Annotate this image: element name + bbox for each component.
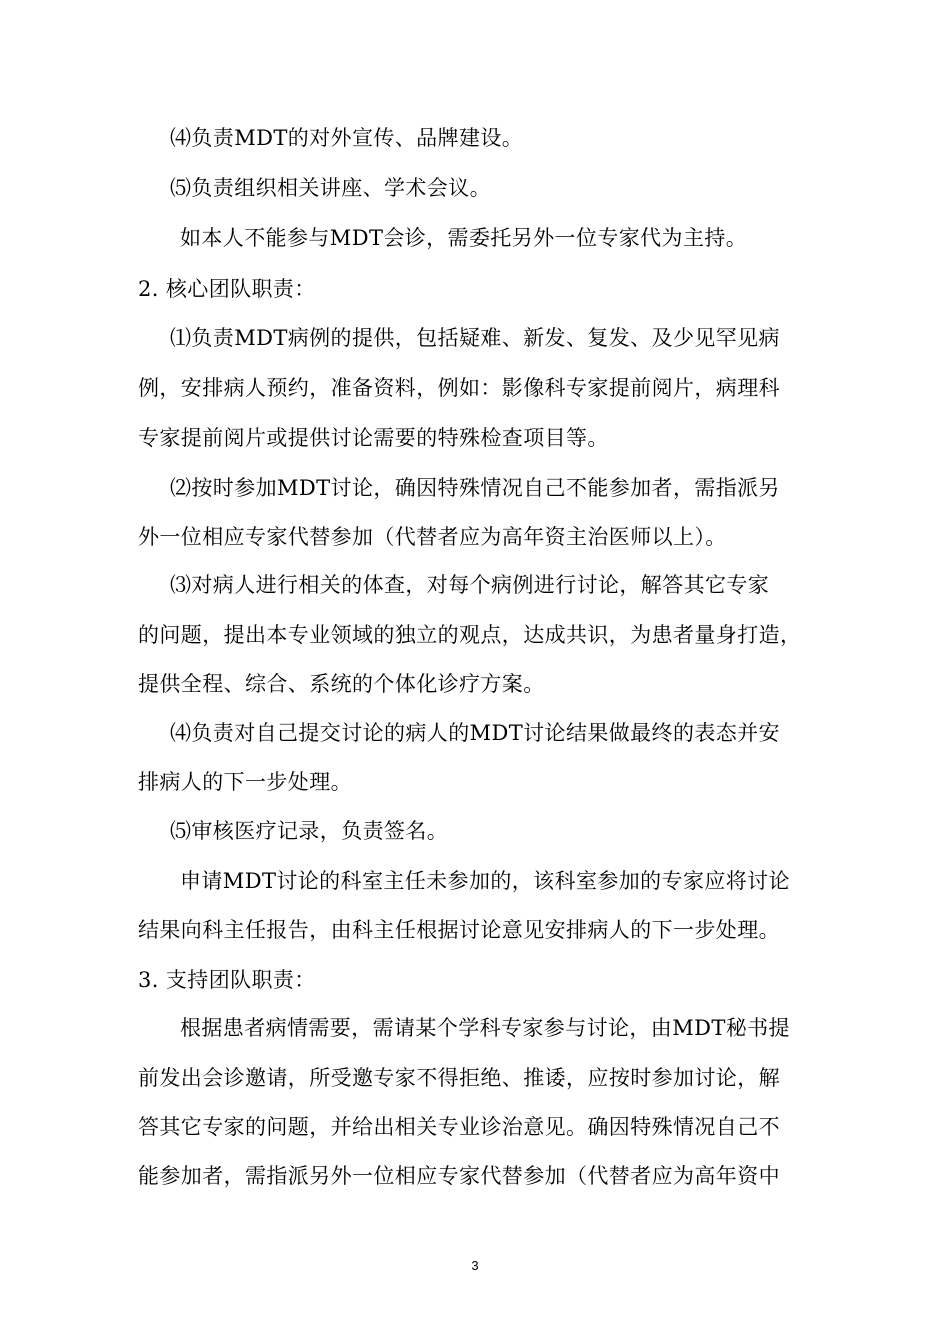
text-line-13: ⑷负责对自己提交讨论的病人的MDT讨论结果做最终的表态并安 <box>170 721 780 745</box>
text-line-19: 根据患者病情需要，需请某个学科专家参与讨论，由MDT秘书提 <box>180 1016 790 1040</box>
text-line-7: 专家提前阅片或提供讨论需要的特殊检查项目等。 <box>138 426 609 450</box>
text-line-2: ⑸负责组织相关讲座、学术会议。 <box>170 176 491 200</box>
text-line-9: 外一位相应专家代替参加（代替者应为高年资主治医师以上）。 <box>138 525 727 549</box>
text-line-11: 的问题，提出本专业领域的独立的观点，达成共识，为患者量身打造， <box>138 623 802 647</box>
text-line-14: 排病人的下一步处理。 <box>138 770 352 794</box>
section-heading-support-team: 3. 支持团队职责： <box>138 968 316 992</box>
text-line-5: ⑴负责MDT病例的提供，包括疑难、新发、复发、及少见罕见病 <box>170 326 780 350</box>
text-line-16: 申请MDT讨论的科室主任未参加的，该科室参加的专家应将讨论 <box>180 869 790 893</box>
text-line-12: 提供全程、综合、系统的个体化诊疗方案。 <box>138 672 545 696</box>
text-line-22: 能参加者，需指派另外一位相应专家代替参加（代替者应为高年资中 <box>138 1164 780 1188</box>
text-line-21: 答其它专家的问题，并给出相关专业诊治意见。确因特殊情况自己不 <box>138 1115 780 1139</box>
text-line-6: 例，安排病人预约，准备资料，例如：影像科专家提前阅片，病理科 <box>138 376 780 400</box>
section-heading-core-team: 2. 核心团队职责： <box>138 277 316 301</box>
text-line-10: ⑶对病人进行相关的体查，对每个病例进行讨论，解答其它专家 <box>170 573 770 597</box>
text-line-1: ⑷负责MDT的对外宣传、品牌建设。 <box>170 126 524 150</box>
page-number: 3 <box>471 1258 479 1273</box>
text-line-3: 如本人不能参与MDT会诊，需委托另外一位专家代为主持。 <box>180 226 748 250</box>
text-line-15: ⑸审核医疗记录，负责签名。 <box>170 819 449 843</box>
text-line-8: ⑵按时参加MDT讨论，确因特殊情况自己不能参加者，需指派另 <box>170 476 780 500</box>
text-line-17: 结果向科主任报告，由科主任根据讨论意见安排病人的下一步处理。 <box>138 918 780 942</box>
text-line-20: 前发出会诊邀请，所受邀专家不得拒绝、推诿，应按时参加讨论，解 <box>138 1066 780 1090</box>
